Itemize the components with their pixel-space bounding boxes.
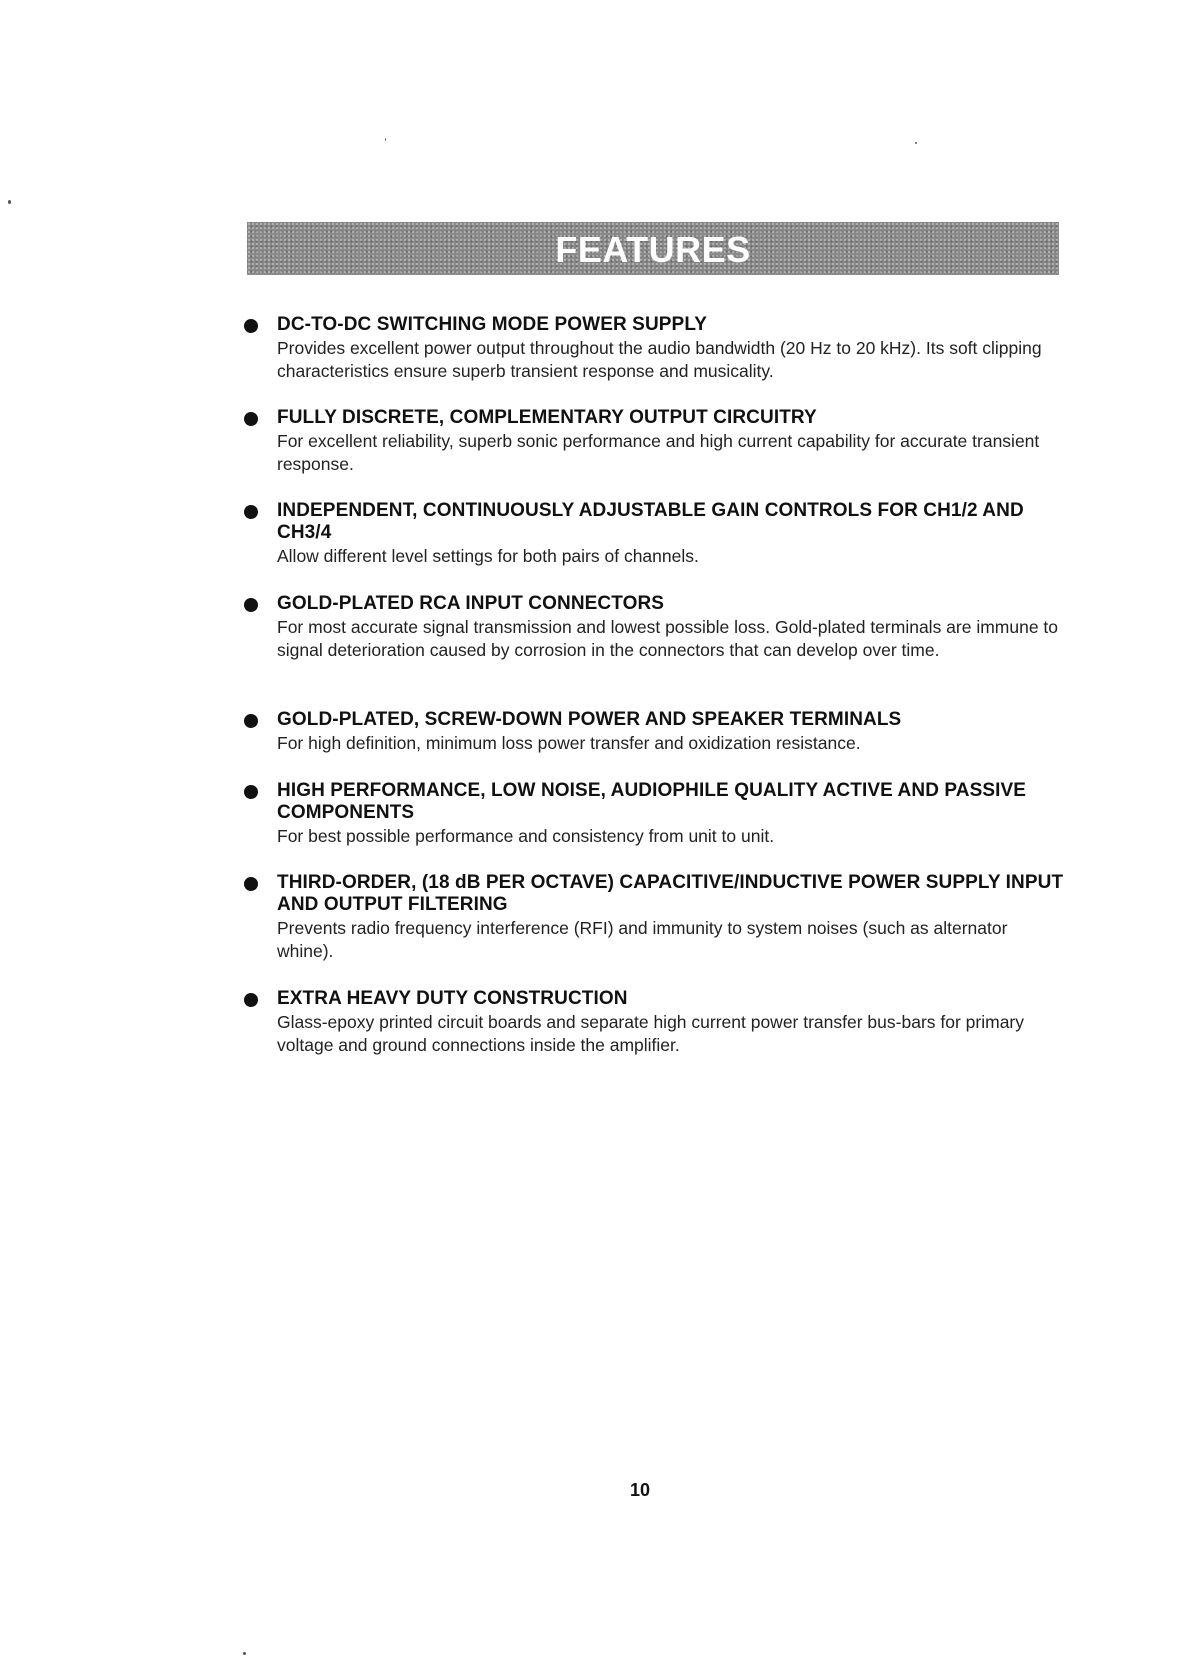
feature-description: For most accurate signal transmission and lowest possible loss. Gold-plated terminals are immune to signal deterioration caused by corrosion in the connectors that can develop over time. (277, 617, 1059, 660)
bullet-icon (244, 877, 258, 891)
feature-description: For excellent reliability, superb sonic performance and high current capability for accurate transient response. (277, 431, 1040, 474)
bullet-icon (244, 714, 258, 728)
scan-speck (915, 142, 917, 144)
bullet-icon (244, 319, 258, 333)
features-banner (247, 222, 1059, 275)
feature-description: For high definition, minimum loss power transfer and oxidization resistance. (277, 733, 861, 753)
bullet-icon (244, 993, 258, 1007)
feature-title: HIGH PERFORMANCE, LOW NOISE, AUDIOPHILE QUALITY ACTIVE AND PASSIVE COMPONENTS (277, 780, 1027, 823)
feature-title: GOLD-PLATED RCA INPUT CONNECTORS (277, 593, 665, 614)
page-title: FEATURES (555, 228, 751, 270)
feature-description: Allow different level settings for both pairs of channels. (277, 546, 699, 566)
feature-title: GOLD-PLATED, SCREW-DOWN POWER AND SPEAKER TERMINALS (277, 709, 902, 730)
feature-description: Provides excellent power output throughout the audio bandwidth (20 Hz to 20 kHz). Its soft clipping characteristics ensure superb transient response and musicality. (277, 338, 1042, 381)
feature-title: INDEPENDENT, CONTINUOUSLY ADJUSTABLE GAIN CONTROLS FOR CH1/2 AND CH3/4 (277, 500, 1024, 543)
scan-speck (8, 200, 11, 204)
feature-title: DC-TO-DC SWITCHING MODE POWER SUPPLY (277, 314, 708, 335)
bullet-icon (244, 598, 258, 612)
bullet-icon (244, 412, 258, 426)
feature-description: Prevents radio frequency interference (RFI) and immunity to system noises (such as alternator whine). (277, 918, 1008, 961)
feature-title: EXTRA HEAVY DUTY CONSTRUCTION (277, 988, 628, 1009)
bullet-icon (244, 785, 258, 799)
scan-speck (385, 138, 386, 141)
page-number: 10 (630, 1480, 651, 1500)
scan-speck (243, 1652, 246, 1655)
bullet-icon (244, 505, 258, 519)
feature-description: For best possible performance and consistency from unit to unit. (277, 826, 775, 846)
feature-title: FULLY DISCRETE, COMPLEMENTARY OUTPUT CIRCUITRY (277, 407, 817, 428)
feature-description: Glass-epoxy printed circuit boards and separate high current power transfer bus-bars for primary voltage and ground connections inside the amplifier. (277, 1012, 1025, 1055)
feature-title: THIRD-ORDER, (18 dB PER OCTAVE) CAPACITIVE/INDUCTIVE POWER SUPPLY INPUT AND OUTPUT FILTERING (277, 872, 1064, 915)
